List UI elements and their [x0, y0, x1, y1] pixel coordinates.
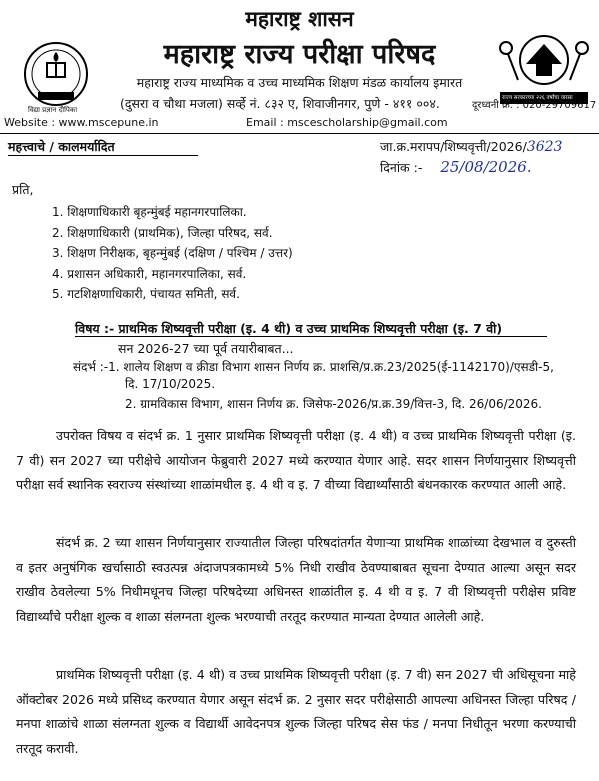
recipient-item: 3. शिक्षण निरीक्षक, बृहन्मुंबई (दक्षिण / पश्चिम / उत्तर): [52, 246, 293, 260]
phone-number: दूरध्वनी क्र. : 020-29709617: [472, 100, 597, 111]
reference-1: संदर्भ :-1. शालेय शिक्षण व क्रीडा विभाग शासन निर्णय क्र. प्राशसि/प्र.क्र.23/2025(ई-1142170)/एसडी-5,: [73, 360, 554, 374]
recipient-item: 2. शिक्षणाधिकारी (प्राथमिक), जिल्हा परिषद, सर्व.: [52, 226, 273, 240]
header-divider: [0, 133, 599, 134]
reference-number: [380, 138, 562, 155]
priority-underline: [8, 155, 198, 156]
date-prefix: दिनांक :-: [380, 160, 423, 175]
recipient-item: 1. शिक्षणाधिकारी बृहन्मुंबई महानगरपालिका.: [52, 205, 247, 219]
government-name: महाराष्ट्र शासन: [245, 7, 354, 31]
logo-motto: विद्या प्रज्ञान दीपिका: [28, 106, 78, 114]
body-paragraph-2: संदर्भ क्र. 2 च्या शासन निर्णयानुसार राज्यातील जिल्हा परिषदांतर्गत येणाऱ्या प्राथमिक शाळांच्या देखभाल व दुरुस्ती व इतर अनुषंगिक खर्चासाठी स्वउत्पन्न अंदाजपत्रकामध्ये 5% निधी राखीव ठेवण्याबाबत सूचना देण्यात आल्या असून सदर राखीव ठेवलेल्या 5% निधीमधूनच जिल्हा परिषदेच्या अधिनस्त शाळांतील इ. 4 थी व इ. 7 वी शिष्यवृत्ती परीक्षेस प्रविष्ट विद्यार्थ्यांचे परीक्षा शुल्क व शाळा संलग्नता शुल्क भरण्याची तरतूद करण्यात मान्यता देण्यात आलेली आहे.: [16, 535, 576, 624]
recipient-item: 5. गटशिक्षणाधिकारी, पंचायत समिती, सर्व.: [52, 287, 240, 301]
subject-underline: [75, 336, 547, 337]
handwritten-date: 25/08/2026.: [440, 158, 532, 176]
reference-1-date: दि. 17/10/2025.: [125, 377, 216, 391]
reference-handwritten-number: 3623: [526, 139, 563, 155]
address-line-1: महाराष्ट्र राज्य माध्यमिक व उच्च माध्यमिक शिक्षण मंडळ कार्यालय इमारत: [136, 75, 463, 90]
subject-continuation: सन 2026-27 च्या पूर्व तयारीबाबत...: [118, 341, 294, 356]
website-link[interactable]: Website : www.mscepune.in: [4, 116, 159, 129]
recipients-heading: प्रति,: [12, 182, 34, 197]
reference-prefix: जा.क्र.मरापप/शिष्यवृत्ती/2026/: [380, 139, 527, 154]
letter-date: [380, 158, 532, 176]
council-name: महाराष्ट्र राज्य परीक्षा परिषद: [163, 39, 436, 70]
recipient-item: 4. प्रशासन अधिकारी, महानगरपालिका, सर्व.: [52, 267, 247, 281]
priority-label: महत्त्वाचे / कालमर्यादित: [8, 139, 115, 154]
logo-right-caption: राज्य सरकारच्या २२६ वर्षांचा वारसा: [502, 95, 573, 101]
body-paragraph-3: प्राथमिक शिष्यवृत्ती परीक्षा (इ. 4 थी) व उच्च प्राथमिक शिष्यवृत्ती परीक्षा (इ. 7 वी) सन 2027 ची अधिसूचना माहे ऑक्टोबर 2026 मध्ये प्रसिध्द करण्यात येणार असून संदर्भ क्र. 2 नुसार सदर परीक्षेसाठी आपल्या अधिनस्त जिल्हा परिषद / मनपा शाळांचे शाळा संलग्नता शुल्क व विद्यार्थी आवेदनपत्र शुल्क जिल्हा परिषद सेस फंड / मनपा निधीतून भरणा करण्याची तरतूद करावी.: [16, 667, 576, 756]
subject-line: विषय :- प्राथमिक शिष्यवृत्ती परीक्षा (इ. 4 थी) व उच्च प्राथमिक शिष्यवृत्ती परीक्षा (इ. 7 वी): [75, 321, 503, 336]
address-line-2: (दुसरा व चौथा मजला) सर्व्हे नं. ८३२ ए, शिवाजीनगर, पुणे - ४११ ००४.: [120, 96, 440, 111]
email-link[interactable]: Email : mscescholarship@gmail.com: [246, 116, 448, 129]
reference-2: 2. ग्रामविकास विभाग, शासन निर्णय क्र. जिसेफ-2026/प्र.क्र.39/वित्त-3, दि. 26/06/2026.: [125, 397, 543, 411]
body-paragraph-1: उपरोक्त विषय व संदर्भ क्र. 1 नुसार प्राथमिक शिष्यवृत्ती परीक्षा (इ. 4 थी) व उच्च प्राथमिक शिष्यवृत्ती परीक्षा (इ. 7 वी) सन 2027 च्या परीक्षेचे आयोजन फेब्रुवारी 2027 मध्ये करण्यात येणार आहे. सदर शासन निर्णयानुसार शिष्यवृत्ती परीक्षा सर्व स्थानिक स्वराज्य संस्थांच्या शाळांमधील इ. 4 थी व इ. 7 वीच्या विद्यार्थ्यांसाठी बंधनकारक करण्यात आली आहे.: [16, 428, 576, 492]
